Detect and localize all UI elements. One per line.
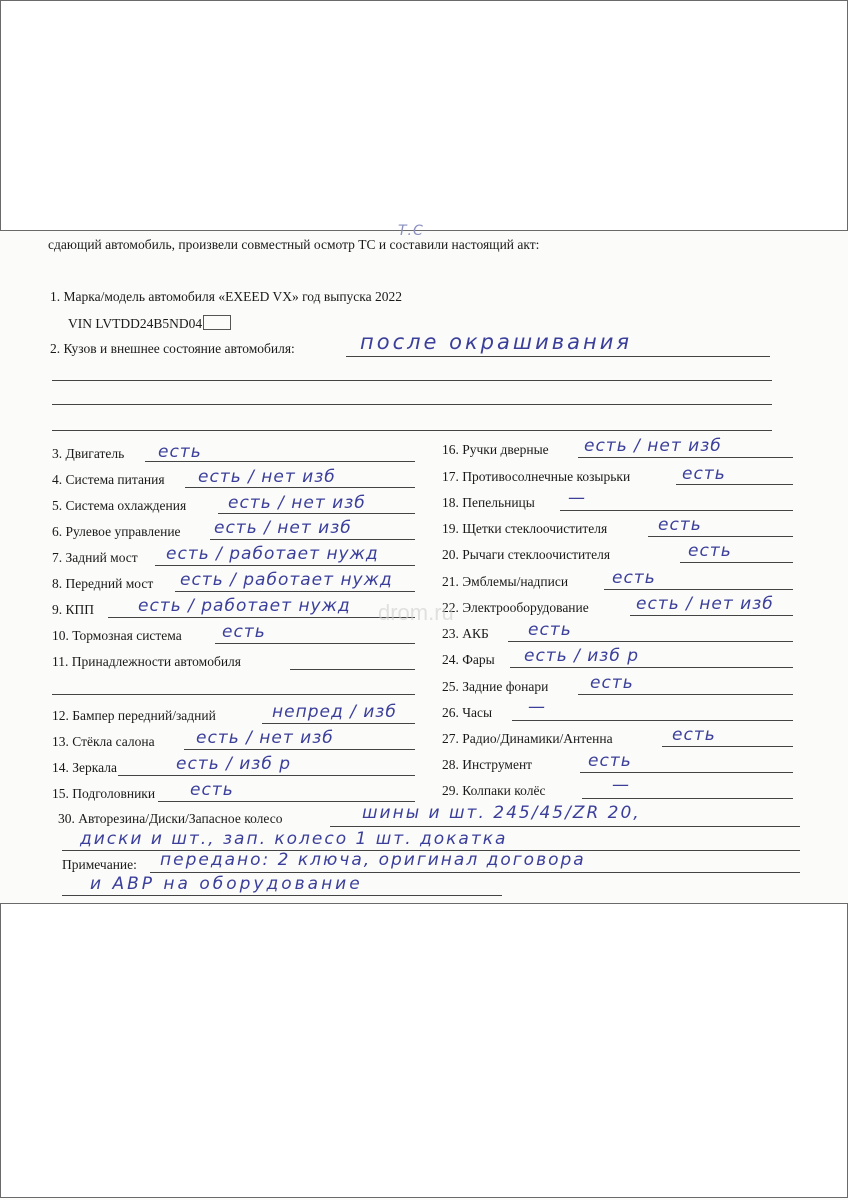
item-underline	[630, 615, 793, 616]
item-label: 18. Пепельницы	[442, 495, 535, 510]
item-underline	[648, 536, 793, 537]
item-label: 17. Противосолнечные козырьки	[442, 469, 631, 484]
item-label: 9. КПП	[52, 602, 95, 617]
blank-line-3	[52, 430, 772, 431]
item-underline	[604, 589, 793, 590]
item-label: 4. Система питания	[52, 472, 165, 487]
item-value: есть	[658, 515, 702, 535]
item-label: 3. Двигатель	[52, 446, 125, 461]
item-value: есть / изб р	[524, 646, 640, 666]
item-label: 10. Тормозная система	[52, 628, 182, 643]
item-30-label: 30. Авторезина/Диски/Запасное колесо	[58, 811, 283, 826]
item-value: есть / работает нужд	[180, 570, 393, 590]
item-value: есть / нет изб	[636, 594, 774, 614]
item-value: есть / нет изб	[198, 467, 336, 487]
item-label: 15. Подголовники	[52, 786, 156, 801]
item-value: —	[568, 488, 586, 508]
item-underline	[210, 539, 415, 540]
item-underline	[676, 484, 793, 485]
blank-line-2	[52, 404, 772, 405]
item-underline	[582, 798, 793, 799]
item-underline	[175, 591, 415, 592]
item-label: 6. Рулевое управление	[52, 524, 181, 539]
item-underline	[158, 801, 415, 802]
item-label: 8. Передний мост	[52, 576, 154, 591]
item-label: 11. Принадлежности автомобиля	[52, 654, 241, 669]
item-value: есть	[612, 568, 656, 588]
item-underline	[580, 772, 793, 773]
handwritten-stamp-mark: Т.С	[398, 223, 424, 239]
item-underline	[662, 746, 793, 747]
item-label: 24. Фары	[442, 652, 495, 667]
vin-line	[68, 315, 231, 332]
item-2-label: 2. Кузов и внешнее состояние автомобиля:	[50, 341, 295, 356]
item-30-value-line1: шины и шт. 245/45/ZR 20,	[362, 803, 641, 823]
redacted-footer-block	[0, 903, 848, 1198]
item-label: 12. Бампер передний/задний	[52, 708, 216, 723]
item-underline	[218, 513, 415, 514]
note-underline	[150, 872, 800, 873]
item-value: есть / нет изб	[584, 436, 722, 456]
note-label: Примечание:	[62, 857, 137, 872]
item-underline	[108, 617, 415, 618]
item-underline	[118, 775, 415, 776]
item-value: есть / работает нужд	[138, 596, 351, 616]
item-label: 28. Инструмент	[442, 757, 533, 772]
item-value: есть	[190, 780, 234, 800]
item-label: 29. Колпаки колёс	[442, 783, 546, 798]
item-30-value-line2: диски и шт., зап. колесо 1 шт. докатка	[80, 829, 508, 849]
item-1-make-model: 1. Марка/модель автомобиля «EXEED VX» год выпуска 2022	[50, 289, 403, 304]
item-underline	[510, 667, 793, 668]
intro-text: сдающий автомобиль, произвели совместный осмотр ТС и составили настоящий акт:	[48, 237, 540, 252]
item-value: есть / нет изб	[196, 728, 334, 748]
item-value: —	[612, 775, 630, 795]
item-value: есть	[158, 442, 202, 462]
item-underline	[215, 643, 415, 644]
item-underline	[680, 562, 793, 563]
blank-line-1	[52, 380, 772, 381]
item-underline	[578, 694, 793, 695]
item-30-underline	[330, 826, 800, 827]
item-label: 20. Рычаги стеклоочистителя	[442, 547, 611, 562]
item-value: есть	[590, 673, 634, 693]
item-underline	[560, 510, 793, 511]
item-underline	[184, 749, 415, 750]
item-underline	[155, 565, 415, 566]
item-label: 14. Зеркала	[52, 760, 117, 775]
item-underline	[512, 720, 793, 721]
item-underline	[578, 457, 793, 458]
note-underline-2	[62, 895, 502, 896]
item-value: есть	[682, 464, 726, 484]
item-value: есть	[222, 622, 266, 642]
item-label: 26. Часы	[442, 705, 493, 720]
item-2-value: после окрашивания	[360, 330, 632, 354]
item-value: есть / работает нужд	[166, 544, 379, 564]
vin-text: VIN LVTDD24B5ND04	[68, 316, 203, 331]
item-value: есть	[528, 620, 572, 640]
item-underline	[508, 641, 793, 642]
item-label: 7. Задний мост	[52, 550, 138, 565]
item-value: есть / нет изб	[228, 493, 366, 513]
item-label: 5. Система охлаждения	[52, 498, 187, 513]
item-2-underline	[346, 356, 770, 357]
item-value: есть / нет изб	[214, 518, 352, 538]
note-value-line2: и АВР на оборудование	[90, 874, 363, 894]
item-value: есть	[672, 725, 716, 745]
item-value: есть	[588, 751, 632, 771]
item-label: 21. Эмблемы/надписи	[442, 574, 569, 589]
item-label: 19. Щетки стеклоочистителя	[442, 521, 608, 536]
item-label: 23. АКБ	[442, 626, 489, 641]
item-value: —	[528, 697, 546, 717]
item-value: есть / изб р	[176, 754, 292, 774]
item-label: 16. Ручки дверные	[442, 442, 549, 457]
item-underline	[145, 461, 415, 462]
item-value: непред / изб	[272, 702, 397, 722]
item-label: 25. Задние фонари	[442, 679, 549, 694]
item-underline	[185, 487, 415, 488]
blank-line-4	[52, 694, 415, 695]
item-value: есть	[688, 541, 732, 561]
note-value-line1: передано: 2 ключа, оригинал договора	[160, 850, 586, 870]
vin-redacted-box	[203, 315, 231, 330]
item-underline	[262, 723, 415, 724]
item-label: 13. Стёкла салона	[52, 734, 155, 749]
redacted-header-block	[0, 0, 848, 231]
watermark: drom.ru	[378, 600, 454, 625]
item-underline	[290, 669, 415, 670]
item-label: 22. Электрооборудование	[442, 600, 589, 615]
item-label: 27. Радио/Динамики/Антенна	[442, 731, 613, 746]
